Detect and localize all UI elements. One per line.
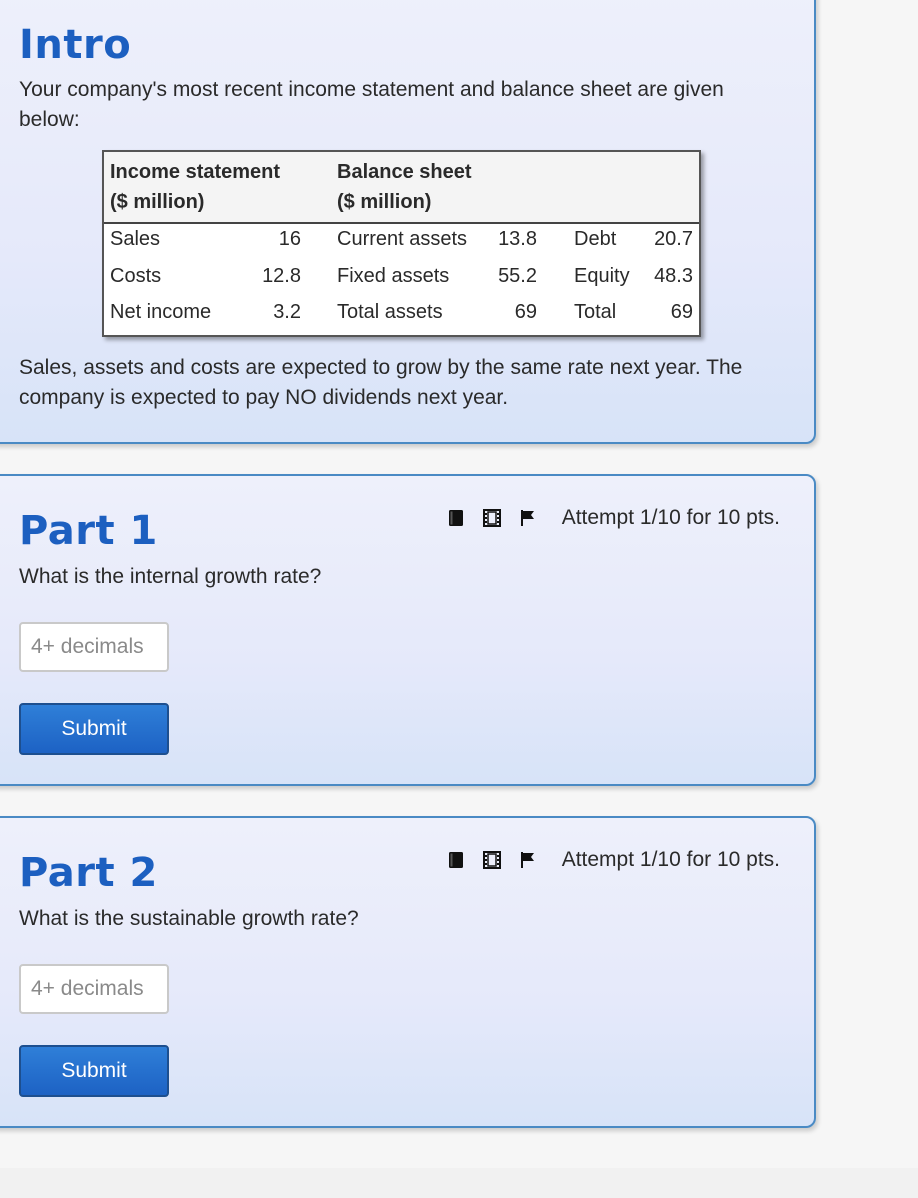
income-header-unit: ($ million) — [110, 191, 205, 213]
balance-header-unit: ($ million) — [337, 191, 432, 213]
liability-value: 48.3 — [654, 265, 693, 287]
intro-panel — [0, 0, 816, 444]
income-value: 3.2 — [273, 301, 301, 323]
part-2-submit-button[interactable]: Submit — [19, 1045, 169, 1097]
part-1-question: What is the internal growth rate? — [19, 565, 322, 588]
income-value: 16 — [278, 228, 301, 250]
liability-value: 20.7 — [654, 228, 693, 250]
book-icon[interactable] — [446, 850, 466, 870]
asset-label: Total assets — [337, 301, 443, 323]
income-label: Net income — [110, 301, 212, 323]
flag-icon[interactable] — [518, 508, 538, 528]
income-value: 12.8 — [262, 265, 301, 287]
part-1-title: Part 1 — [19, 508, 158, 554]
asset-value: 69 — [514, 301, 537, 323]
financial-table — [102, 150, 701, 337]
table-header — [104, 152, 699, 224]
income-header — [110, 157, 280, 217]
part-1-answer-input[interactable] — [19, 622, 169, 672]
asset-value: 13.8 — [498, 228, 537, 250]
part-2-attempt: Attempt 1/10 for 10 pts. — [561, 848, 780, 871]
intro-note: Sales, assets and costs are expected to grow by the same rate next year. The company is expected to pay NO dividends next year. — [19, 356, 743, 409]
part-2-question: What is the sustainable growth rate? — [19, 907, 359, 930]
part-2-title: Part 2 — [19, 850, 158, 896]
part-1-submit-button[interactable]: Submit — [19, 703, 169, 755]
part-2-panel — [0, 816, 816, 1128]
income-header-title: Income statement — [110, 161, 281, 183]
balance-header-title: Balance sheet — [337, 161, 472, 183]
video-icon[interactable] — [482, 508, 502, 528]
asset-value: 55.2 — [498, 265, 537, 287]
liability-label: Debt — [574, 228, 617, 250]
liability-value: 69 — [670, 301, 693, 323]
page-footer-band — [0, 1168, 918, 1198]
flag-icon[interactable] — [518, 850, 538, 870]
asset-label: Fixed assets — [337, 265, 450, 287]
part-2-toolbar — [446, 848, 780, 872]
video-icon[interactable] — [482, 850, 502, 870]
part-1-attempt: Attempt 1/10 for 10 pts. — [561, 506, 780, 529]
part-1-panel — [0, 474, 816, 786]
liability-label: Equity — [574, 265, 630, 287]
income-label: Sales — [110, 228, 161, 250]
balance-header — [337, 157, 472, 217]
intro-description: Your company's most recent income statement and balance sheet are given below: — [19, 78, 724, 131]
book-icon[interactable] — [446, 508, 466, 528]
intro-title: Intro — [19, 22, 132, 68]
part-2-answer-input[interactable] — [19, 964, 169, 1014]
part-1-toolbar — [446, 506, 780, 530]
liability-label: Total — [574, 301, 617, 323]
asset-label: Current assets — [337, 228, 468, 250]
income-label: Costs — [110, 265, 162, 287]
